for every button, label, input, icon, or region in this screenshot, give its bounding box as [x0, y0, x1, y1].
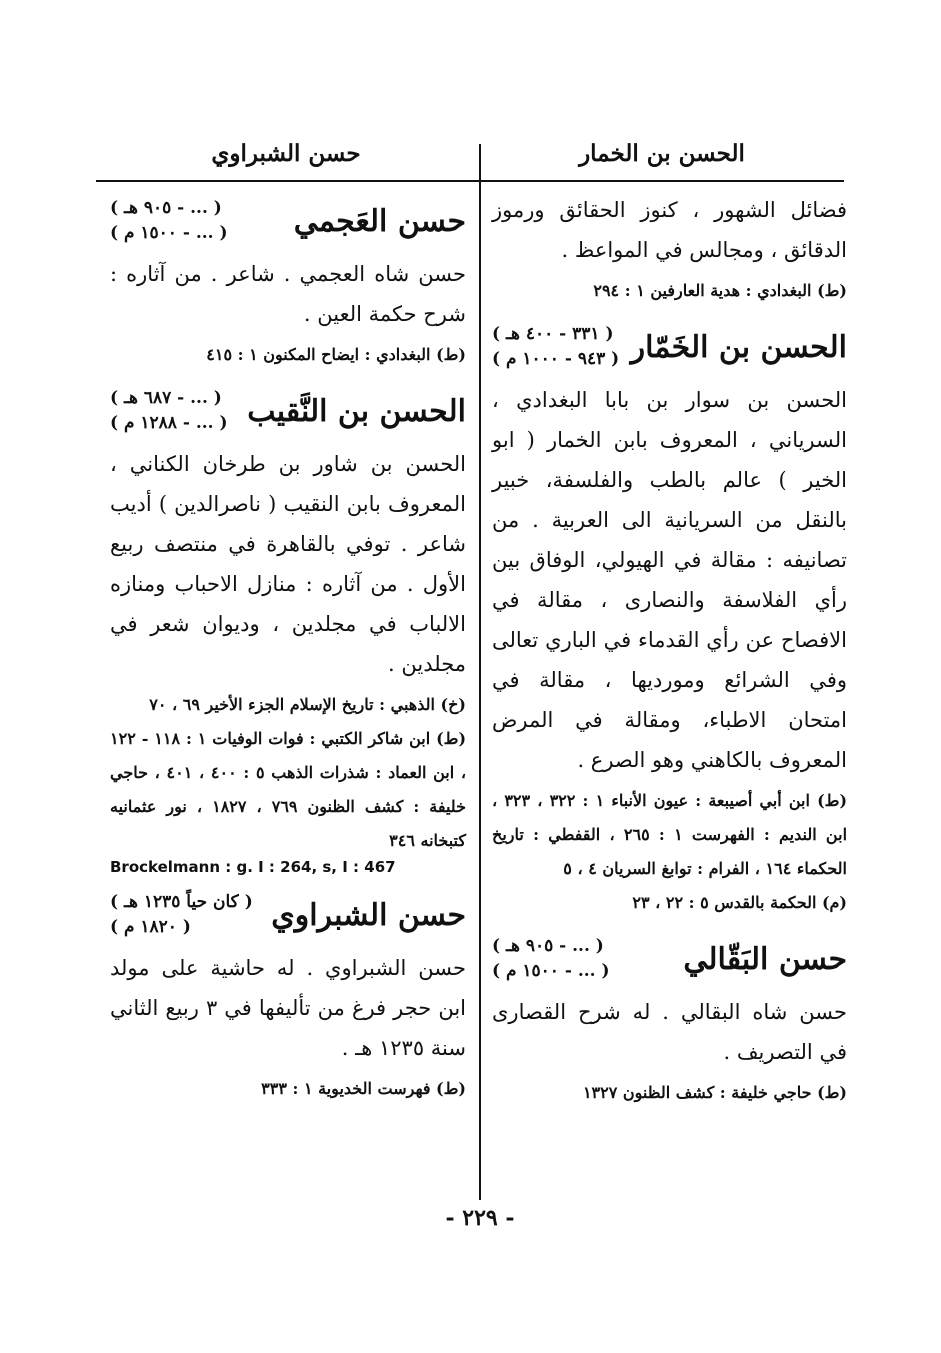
date-gregorian: ( ... - ١٥٠٠ م ) — [110, 223, 228, 243]
date-hijri: ( كان حياً ١٢٣٥ هـ ) — [110, 892, 253, 912]
continuation-text: فضائل الشهور ، كنوز الحقائق ورموز الدقائق ، ومجالس في المواعظ . — [492, 198, 847, 262]
date-hijri: ( ٣٣١ - ٤٠٠ هـ ) — [492, 324, 614, 344]
date-hijri: ( ... - ٩٠٥ هـ ) — [492, 936, 604, 956]
entry-dates — [110, 890, 253, 940]
entry-heading — [110, 386, 466, 436]
entry-name: حسن الشبراوي — [271, 897, 466, 933]
entry-dates — [492, 934, 610, 984]
entry-body: حسن شاه العجمي . شاعر . من آثاره : شرح حكمة العين . — [110, 262, 466, 326]
running-header-right: الحسن بن الخمار — [579, 140, 745, 167]
reference-line: (ط) فهرست الخديوية ١ : ٣٣٣ — [261, 1079, 466, 1098]
reference-line: (م) الحكمة بالقدس ٥ : ٢٢ ، ٢٣ — [632, 893, 847, 912]
date-gregorian: ( ١٨٢٠ م ) — [110, 917, 191, 937]
entry-body: حسن الشبراوي . له حاشية على مولد ابن حجر فرغ من تأليفها في ٣ ربيع الثاني سنة ١٢٣٥ هـ . — [110, 956, 467, 1060]
entry-heading — [492, 322, 847, 372]
left-column — [110, 192, 466, 1116]
entry-dates — [110, 196, 228, 246]
date-gregorian: ( ٩٤٣ - ١٠٠٠ م ) — [492, 349, 620, 369]
entry-name: الحسن بن الخَمّار — [630, 329, 847, 365]
date-gregorian: ( ... - ١٢٨٨ م ) — [110, 413, 228, 433]
entry-dates — [492, 322, 619, 372]
reference-line: (ط) البغدادي : هدية العارفين ١ : ٢٩٤ — [593, 281, 847, 300]
date-hijri: ( ... - ٦٨٧ هـ ) — [110, 388, 222, 408]
reference-line: (ط) البغدادي : ايضاح المكنون ١ : ٤١٥ — [206, 345, 466, 364]
reference-line: (ط) ابن شاكر الكتبي : فوات الوفيات ١ : ١١٨ - ١٢٢ ، ابن العماد : شذرات الذهب ٥ : ٤٠٠ ، ٤٠١ ، حاجي خليفة : كشف الظنون ٧٦٩ ، ١٨٢٧ ، نور عثمانيه كتبخانه ٣٤٦ — [110, 729, 467, 850]
entry-heading — [492, 934, 847, 984]
entry-heading — [110, 196, 466, 246]
entry-name: حسن البَقّالي — [683, 941, 847, 977]
entry-body: حسن شاه البقالي . له شرح القصارى في التصريف . — [492, 1000, 847, 1064]
header-rule — [96, 180, 844, 182]
date-hijri: ( ... - ٩٠٥ هـ ) — [110, 198, 222, 218]
latin-reference: Brockelmann : g. I : 264, s, I : 467 — [110, 858, 396, 876]
reference-line: (ط) حاجي خليفة : كشف الظنون ١٣٢٧ — [582, 1083, 847, 1102]
entry-name: الحسن بن النَّقيب — [247, 393, 466, 429]
reference-line: (ط) ابن أبي أصيبعة : عيون الأنباء ١ : ٣٢٢ ، ٣٢٣ ، ابن النديم : الفهرست ١ : ٢٦٥ ، القفطي : تاريخ الحكماء ١٦٤ ، الفرام : توابغ السريان ٤ ، ٥ — [492, 791, 848, 878]
entry-name: حسن العَجمي — [293, 203, 466, 239]
running-header-left: حسن الشبراوي — [211, 140, 361, 167]
column-divider — [479, 144, 481, 1200]
entry-body: الحسن بن شاور بن طرخان الكناني ، المعروف بابن النقيب ( ناصرالدين ) أديب شاعر . توفي بالقاهرة في منتصف ربيع الأول . من آثاره : منازل الاحباب ومنازه الالباب في مجلدين ، وديوان شعر في مجلدين . — [110, 452, 466, 676]
entry-heading — [110, 890, 466, 940]
page-number: - ٢٢٩ - — [445, 1205, 515, 1231]
date-gregorian: ( ... - ١٥٠٠ م ) — [492, 961, 610, 981]
reference-line: (خ) الذهبي : تاريخ الإسلام الجزء الأخير ٦٩ ، ٧٠ — [149, 695, 466, 714]
entry-dates — [110, 386, 228, 436]
right-column — [492, 190, 847, 1120]
entry-body: الحسن بن سوار بن بابا البغدادي ، السرياني ، المعروف بابن الخمار ( ابو الخير ) عالم بالطب والفلسفة، خبير بالنقل من السريانية الى العربية . من تصانيفه : مقالة في الهيولي، الوفاق بين رأي الفلاسفة والنصارى ، مقالة في الافصاح عن رأي القدماء في الباري تعالى وفي الشرائع ومورديها ، مقالة في امتحان الاطباء، ومقالة في المرض المعروف بالكاهني وهو الصرع . — [492, 388, 847, 772]
